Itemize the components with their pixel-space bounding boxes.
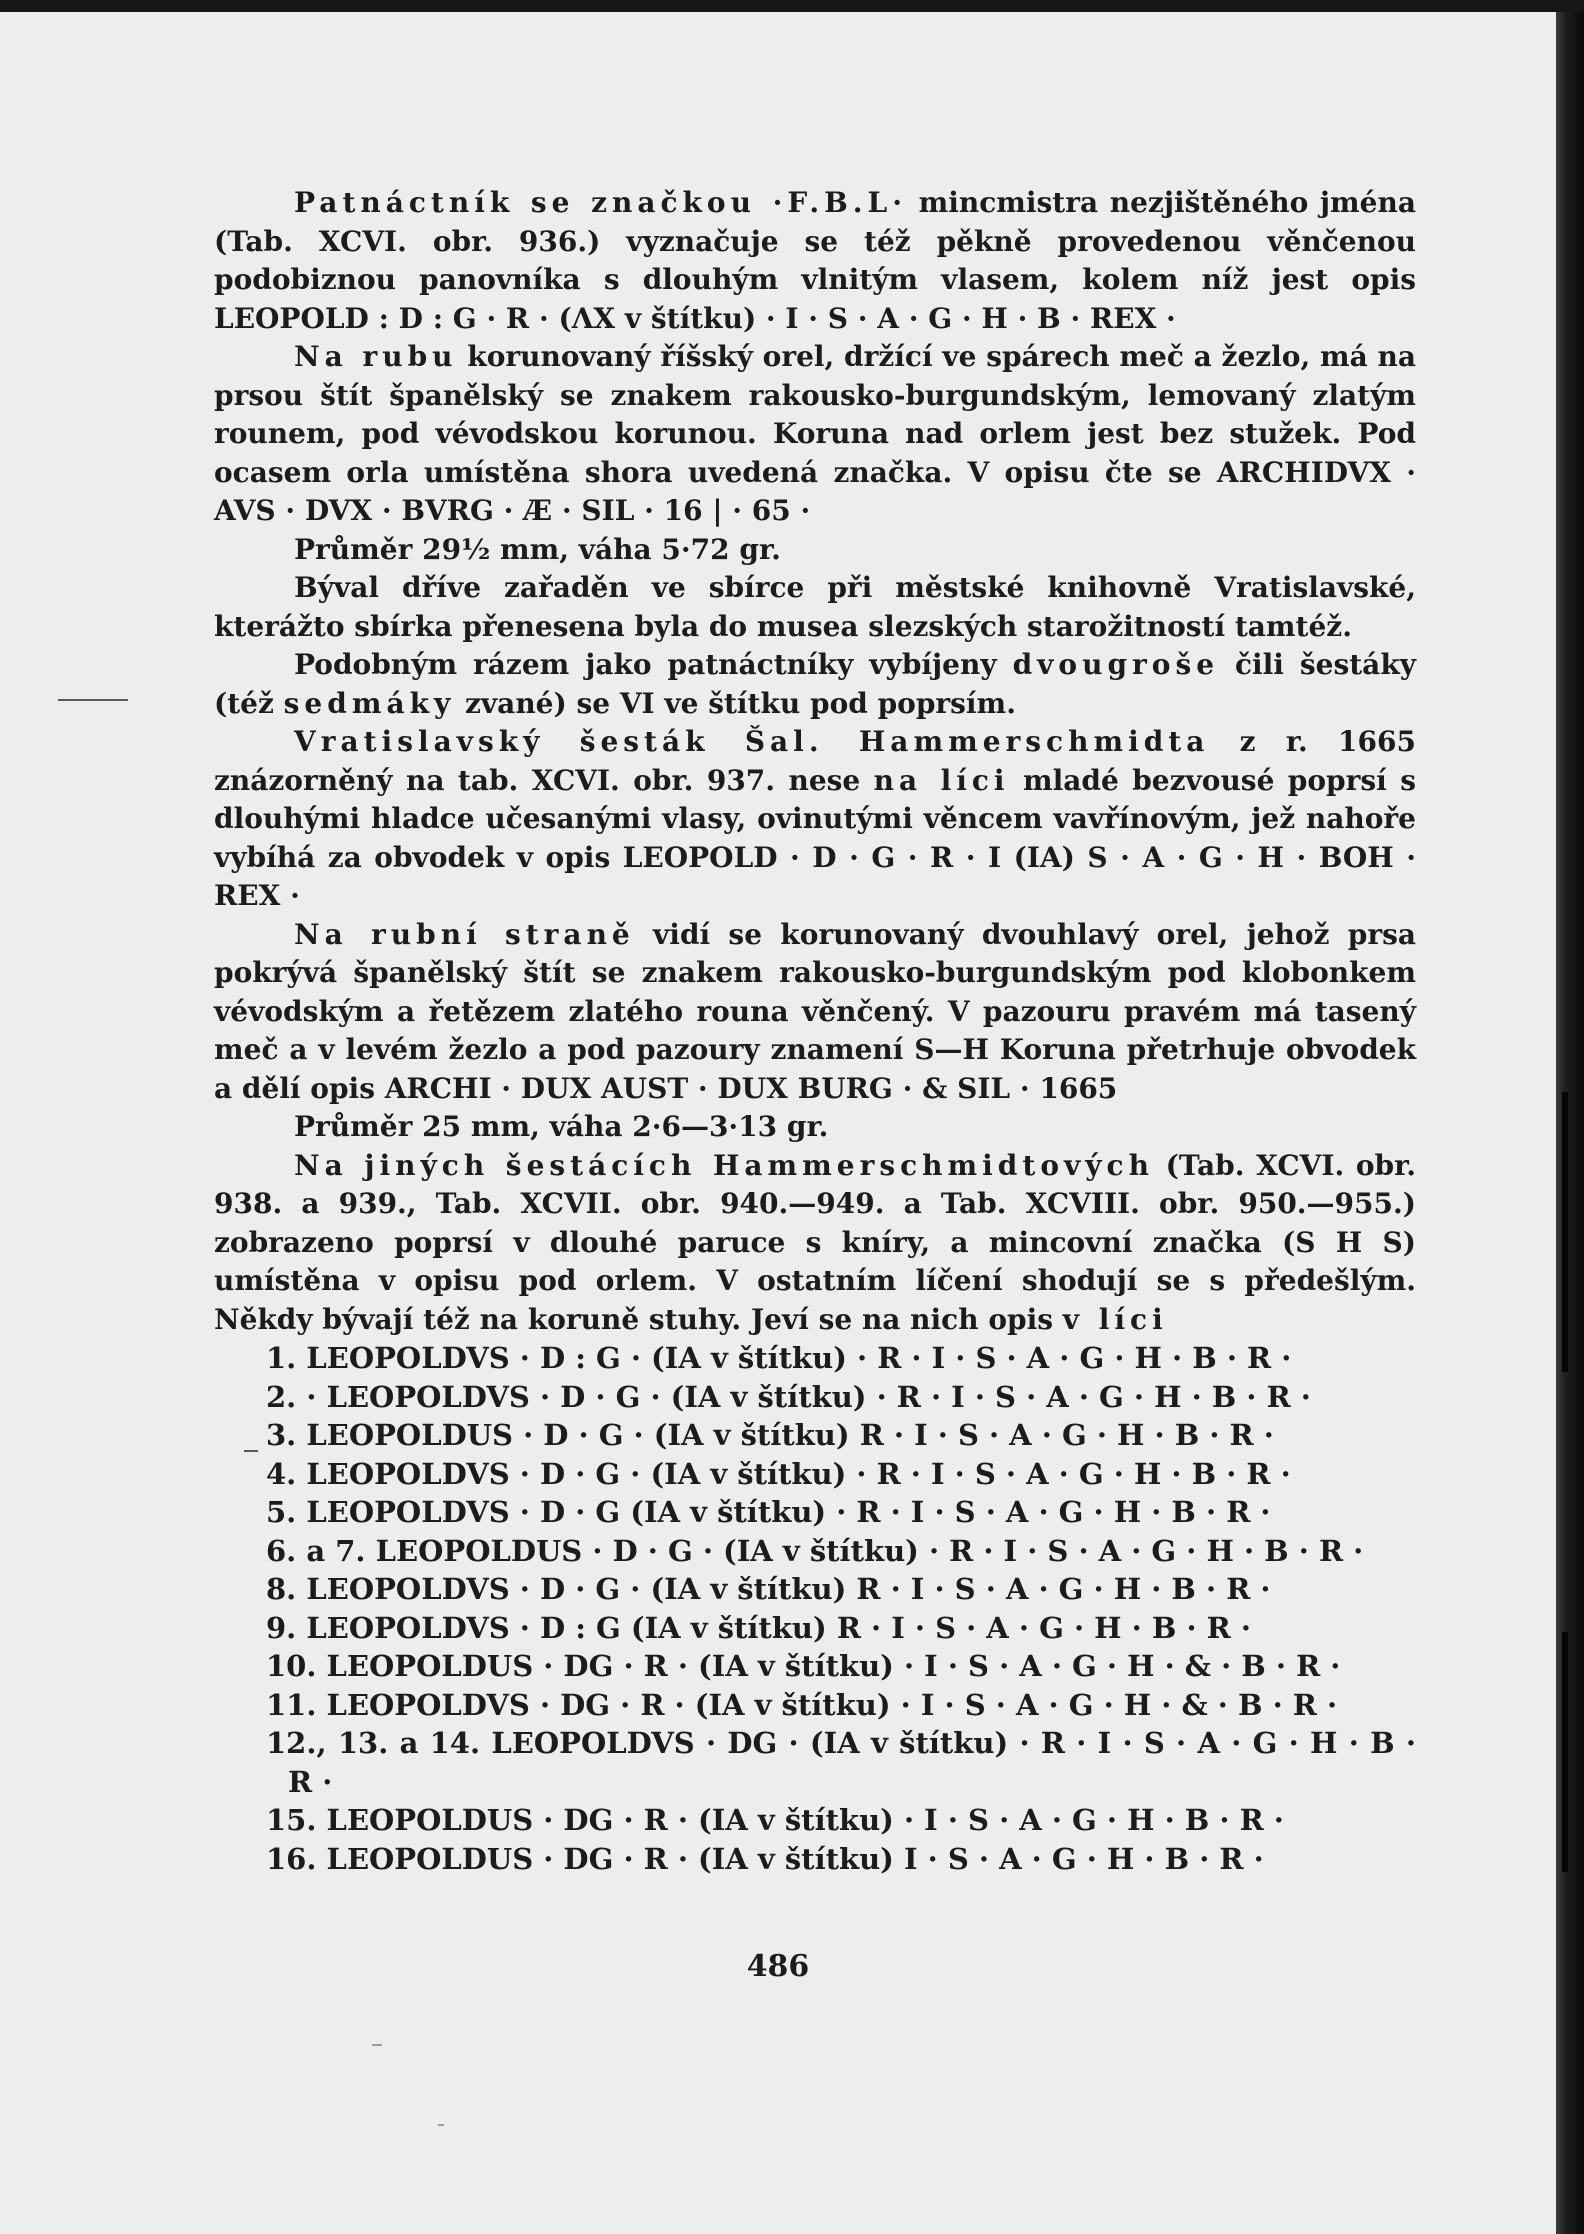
spaced-text: Patnáctník se značkou ·F.B.L· [294, 186, 907, 219]
list-item: 5. LEOPOLDVS · D · G (IA v štítku) · R · I · S · A · G · H · B · R · [266, 1495, 1271, 1529]
spaced-text: dvougroše [1012, 648, 1220, 681]
text-run: korunovaný říšský orel, držící ve spárech meč a žezlo, má na prsou štít španělský se znakem rakousko-burgundským, lemovaný zlatým rounem, pod vévodskou korunou. Koruna nad orlem jest bez stužek. Pod ocasem orla umístěna shora uvedená značka. V opisu čte se ARCHIDVX · AVS · DVX · BVRG · Æ · SIL · 16 | · 65 · [214, 340, 1417, 527]
spaced-text: Na rubu [294, 340, 458, 373]
list-item: 15. LEOPOLDUS · DG · R · (IA v štítku) · I · S · A · G · H · B · R · [266, 1803, 1284, 1837]
paragraph-p4 [214, 569, 1416, 646]
text-run: mincmistra nezjištěného jména (Tab. XCVI. obr. 936.) vyznačuje se též pěkně provedenou věnčenou podobiznou panovníka s dlouhým vlnitým vlasem, kolem níž jest opis LEOPOLD : D : G · R · (ΛX v štítku) · I · S · A · G · H · B · REX · [214, 186, 1416, 335]
spaced-text: v líci [1062, 1302, 1168, 1336]
list-item: 12., 13. a 14. LEOPOLDVS · DG · (IA v štítku) · R · I · S · A · G · H · B · R · [266, 1726, 1416, 1799]
edge-mark [1562, 1092, 1568, 1372]
paragraph-p6 [214, 723, 1416, 916]
list-item: 4. LEOPOLDVS · D · G · (IA v štítku) · R · I · S · A · G · H · B · R · [266, 1456, 1291, 1491]
spaced-text: na líci [873, 763, 1010, 797]
text-run: vidí se korunovaný dvouhlavý orel, jehož prsa pokrývá španělský štít se znakem rakousko-burgundským pod klobonkem vévodským a řetězem zlatého rouna věnčený. V pazouru pravém má tasený meč a v levém žezlo a pod pazoury znamení S—H Koruna přetrhuje obvodek a dělí opis ARCHI · DUX AUST · DUX BURG · & SIL · 1665 [214, 917, 1416, 1105]
text-run: Průměr 25 mm, váha 2·6—3·13 gr. [294, 1110, 829, 1143]
list-item: 6. a 7. LEOPOLDUS · D · G · (IA v štítku) · R · I · S · A · G · H · B · R · [266, 1533, 1364, 1568]
page-number: 486 [746, 1949, 810, 1984]
paragraph-p1 [214, 184, 1416, 338]
paragraph-p5 [214, 646, 1416, 723]
paragraph-p8 [214, 1108, 1416, 1147]
list-item: 1. LEOPOLDVS · D : G · (IA v štítku) · R · I · S · A · G · H · B · R · [266, 1341, 1292, 1375]
text-run: z r. 1665 znázorněný na tab. XCVI. obr. 937. nese [214, 725, 1416, 797]
text-run: čili šestáky (též [214, 648, 1416, 720]
speck [438, 2124, 444, 2126]
list-item: 3. LEOPOLDUS · D · G · (IA v štítku) R · I · S · A · G · H · B · R · [266, 1418, 1274, 1452]
spaced-text: Na jiných šestácích Hammerschmidtových [294, 1148, 1154, 1182]
paragraph-p2 [214, 338, 1416, 531]
speck [372, 2044, 382, 2046]
inscription-list [214, 1339, 1416, 1878]
text-run: mladé bezvousé poprsí s dlouhými hladce učesanými vlasy, ovinutými věncem vavřínovým, jež nahoře vybíhá za obvodek v opis LEOPOLD · D · G · R · I (IA) S · A · G · H · BOH · REX · [214, 763, 1416, 912]
text-run: (Tab. XCVI. obr. 938. a 939., Tab. XCVII. obr. 940.—949. a Tab. XCVIII. obr. 950.—955.) zobrazeno poprsí v dlouhé paruce s kníry, a mincovní značka (S H S) umístěna v opisu pod orlem. V ostatním líčení shodují se s předešlým. Někdy bývají též na koruně stuhy. Jeví se na nich opis [214, 1148, 1417, 1336]
page-edge-shadow [1556, 12, 1584, 2234]
list-item: 9. LEOPOLDVS · D : G (IA v štítku) R · I · S · A · G · H · B · R · [266, 1610, 1251, 1645]
text-run: Průměr 29½ mm, váha 5·72 gr. [294, 532, 781, 566]
paragraph-p7 [214, 916, 1416, 1109]
paragraphs [214, 184, 1416, 1339]
spaced-text: Na rubní straně [294, 917, 635, 951]
list-item: 11. LEOPOLDVS · DG · R · (IA v štítku) · I · S · A · G · H · & · B · R · [266, 1687, 1338, 1722]
spaced-text: sedmáky [283, 686, 456, 720]
spaced-text: Vratislavský šesták Šal. Hammerschmidta [294, 725, 1210, 758]
text-run: zvané) se VI ve štítku pod poprsím. [455, 686, 1016, 720]
list-item: 16. LEOPOLDUS · DG · R · (IA v štítku) I · S · A · G · H · B · R · [266, 1841, 1264, 1876]
edge-mark [1562, 1632, 1568, 1872]
text-run: Podobným rázem jako patnáctníky vybíjeny [294, 648, 1013, 681]
list-item: 8. LEOPOLDVS · D · G · (IA v štítku) R · I · S · A · G · H · B · R · [266, 1572, 1271, 1606]
margin-dash [58, 699, 128, 701]
list-item: 10. LEOPOLDUS · DG · R · (IA v štítku) · I · S · A · G · H · & · B · R · [266, 1649, 1341, 1683]
paragraph-p9 [214, 1147, 1416, 1340]
list-item: 2. · LEOPOLDVS · D · G · (IA v štítku) · R · I · S · A · G · H · B · R · [266, 1379, 1311, 1414]
text-run: Býval dříve zařaděn ve sbírce při městské knihovně Vratislavské, kterážto sbírka přenesena byla do musea slezských starožitností tamtéž. [214, 571, 1416, 643]
text-block [214, 184, 1416, 1878]
paragraph-p3 [214, 531, 1416, 570]
